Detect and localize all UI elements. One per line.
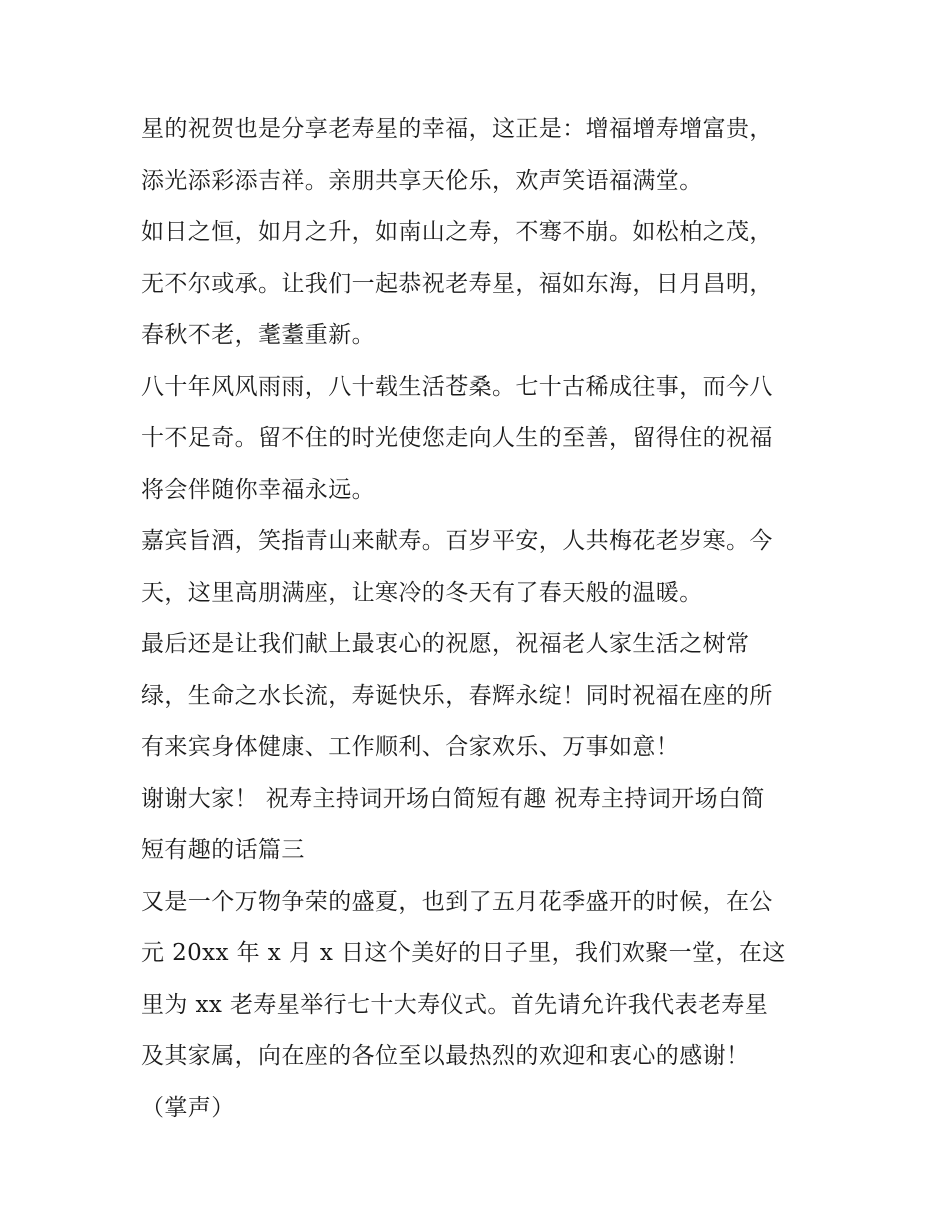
text-line: 绿，生命之水长流，寿诞快乐，春辉永绽！同时祝福在座的所: [141, 682, 773, 709]
text-line: 嘉宾旨酒，笑指青山来献寿。百岁平安，人共梅花老岁寒。今: [141, 528, 773, 554]
text-line: 十不足奇。留不住的时光使您走向人生的至善，留得住的祝福: [141, 425, 773, 451]
text-line: 如日之恒，如月之升，如南山之寿，不骞不崩。如松柏之茂，: [141, 219, 773, 245]
text-line: 又是一个万物争荣的盛夏，也到了五月花季盛开的时候，在公: [141, 888, 773, 915]
text-line: 将会伴随你幸福永远。: [141, 476, 375, 503]
body-text: [141, 104, 821, 1134]
text-line: 八十年风风雨雨，八十载生活苍桑。七十古稀成往事，而今八: [141, 373, 773, 400]
text-line: 无不尔或承。让我们一起恭祝老寿星，福如东海，日月昌明，: [141, 270, 773, 297]
text-line: 星的祝贺也是分享老寿星的幸福，这正是：增福增寿增富贵，: [141, 116, 773, 142]
text-line: 添光添彩添吉祥。亲朋共享天伦乐，欢声笑语福满堂。: [141, 167, 703, 194]
text-line: 及其家属，向在座的各位至以最热烈的欢迎和衷心的感谢！: [141, 1043, 750, 1069]
text-line: 有来宾身体健康、工作顺利、合家欢乐、万事如意！: [141, 734, 680, 760]
text-line: 短有趣的话篇三: [141, 837, 305, 863]
text-line: 最后还是让我们献上最衷心的祝愿，祝福老人家生活之树常: [141, 631, 750, 657]
text-line: 天，这里高朋满座，让寒冷的冬天有了春天般的温暖。: [141, 579, 703, 606]
text-line: 元 20xx 年 x 月 x 日这个美好的日子里，我们欢聚一堂，在这: [141, 940, 786, 966]
text-line: （掌声）: [141, 1094, 235, 1121]
text-line: 谢谢大家！ 祝寿主持词开场白简短有趣 祝寿主持词开场白简: [141, 785, 765, 812]
text-line: 里为 xx 老寿星举行七十大寿仪式。首先请允许我代表老寿星: [141, 991, 769, 1018]
text-line: 春秋不老，耄耋重新。: [141, 322, 375, 348]
